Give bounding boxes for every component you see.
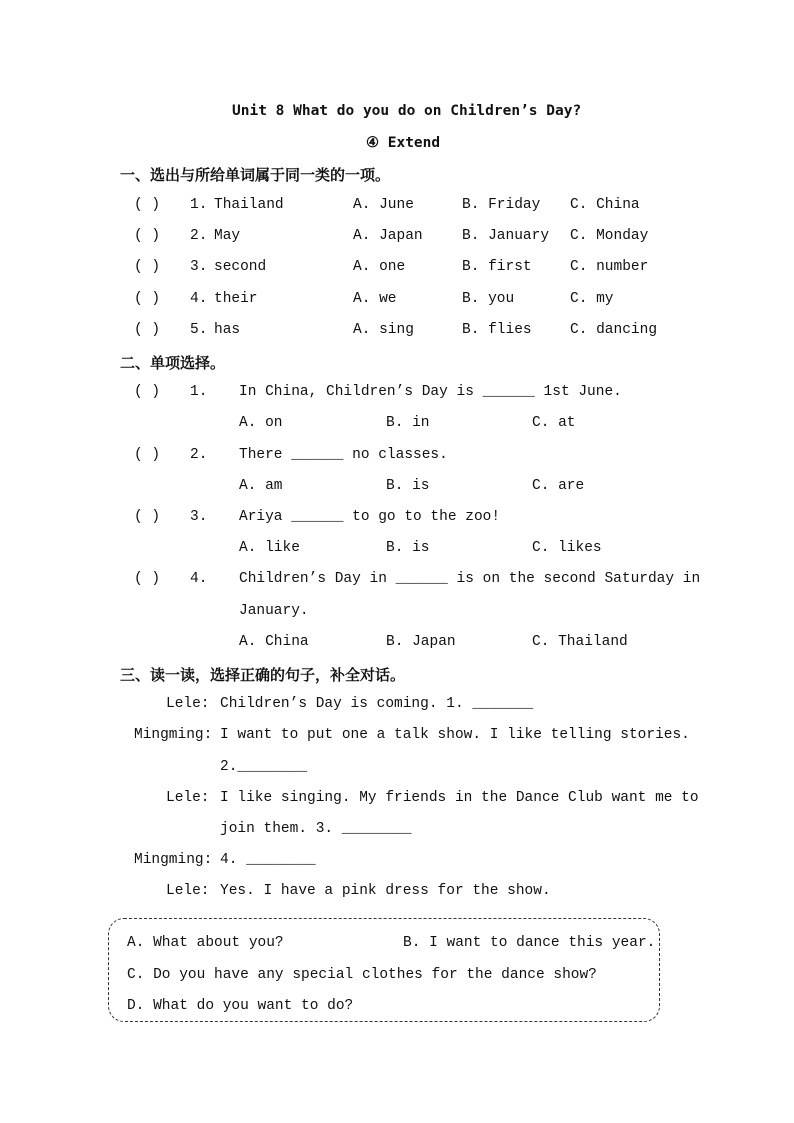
- option-a: A. like: [239, 540, 300, 556]
- option-d: D. What do you want to do?: [127, 998, 354, 1014]
- dialogue-text: I like singing. My friends in the Dance Club want me to: [220, 790, 699, 806]
- option-b: B. Japan: [386, 634, 456, 650]
- page-title: Unit 8 What do you do on Children’s Day?: [232, 103, 582, 119]
- given-word: Thailand: [214, 197, 284, 213]
- dialogue-text: 4. ________: [220, 852, 316, 868]
- question-text: In China, Children’s Day is ______ 1st June.: [239, 384, 622, 400]
- speaker: Lele:: [166, 696, 210, 712]
- option-b: B. you: [462, 291, 515, 307]
- option-b: B. flies: [462, 322, 532, 338]
- section-3-heading: 三、读一读，选择正确的句子，补全对话。: [120, 666, 406, 684]
- option-c: C. number: [570, 259, 649, 275]
- answer-blank[interactable]: ( ): [134, 509, 161, 525]
- option-b: B. in: [386, 415, 430, 431]
- option-a: A. China: [239, 634, 309, 650]
- answer-blank[interactable]: ( ): [134, 571, 161, 587]
- answer-blank[interactable]: ( ): [134, 322, 161, 338]
- option-b: B. is: [386, 478, 430, 494]
- question-number: 5.: [190, 322, 208, 338]
- option-a: A. June: [353, 197, 414, 213]
- option-b: B. I want to dance this year.: [403, 935, 656, 951]
- answer-blank[interactable]: ( ): [134, 259, 161, 275]
- question-text-continued: January.: [239, 603, 309, 619]
- question-number: 2.: [190, 228, 208, 244]
- option-b: B. is: [386, 540, 430, 556]
- option-c: C. China: [570, 197, 640, 213]
- speaker: Mingming:: [134, 727, 213, 743]
- given-word: their: [214, 291, 258, 307]
- question-number: 1.: [190, 384, 208, 400]
- question-number: 4.: [190, 291, 208, 307]
- page-subtitle: ④ Extend: [366, 135, 441, 151]
- speaker: Lele:: [166, 790, 210, 806]
- question-number: 4.: [190, 571, 208, 587]
- dialogue-text: Yes. I have a pink dress for the show.: [220, 883, 551, 899]
- option-c: C. at: [532, 415, 576, 431]
- option-a: A. am: [239, 478, 283, 494]
- speaker: Lele:: [166, 883, 210, 899]
- question-number: 2.: [190, 447, 208, 463]
- option-a: A. one: [353, 259, 406, 275]
- option-c: C. Thailand: [532, 634, 628, 650]
- answer-blank[interactable]: ( ): [134, 447, 161, 463]
- option-a: A. What about you?: [127, 935, 284, 951]
- speaker: Mingming:: [134, 852, 213, 868]
- question-number: 3.: [190, 509, 208, 525]
- question-text: There ______ no classes.: [239, 447, 448, 463]
- question-number: 3.: [190, 259, 208, 275]
- given-word: has: [214, 322, 241, 338]
- question-text: Children’s Day in ______ is on the second Saturday in: [239, 571, 701, 587]
- option-c: C. likes: [532, 540, 602, 556]
- dialogue-text: join them. 3. ________: [220, 821, 412, 837]
- question-number: 1.: [190, 197, 208, 213]
- question-text: Ariya ______ to go to the zoo!: [239, 509, 501, 525]
- section-2-heading: 二、单项选择。: [120, 354, 226, 372]
- given-word: May: [214, 228, 241, 244]
- option-b: B. first: [462, 259, 532, 275]
- option-c: C. are: [532, 478, 585, 494]
- answer-blank[interactable]: ( ): [134, 197, 161, 213]
- option-c: C. Monday: [570, 228, 649, 244]
- option-c: C. my: [570, 291, 614, 307]
- option-c: C. dancing: [570, 322, 658, 338]
- option-a: A. Japan: [353, 228, 423, 244]
- option-c: C. Do you have any special clothes for the dance show?: [127, 967, 597, 983]
- dialogue-text: Children’s Day is coming. 1. _______: [220, 696, 534, 712]
- section-1-heading: 一、选出与所给单词属于同一类的一项。: [120, 166, 391, 184]
- dialogue-text: 2.________: [220, 759, 308, 775]
- dialogue-text: I want to put one a talk show. I like telling stories.: [220, 727, 690, 743]
- answer-blank[interactable]: ( ): [134, 228, 161, 244]
- option-a: A. on: [239, 415, 283, 431]
- given-word: second: [214, 259, 267, 275]
- answer-blank[interactable]: ( ): [134, 291, 161, 307]
- option-a: A. sing: [353, 322, 414, 338]
- answer-blank[interactable]: ( ): [134, 384, 161, 400]
- option-a: A. we: [353, 291, 397, 307]
- option-b: B. Friday: [462, 197, 541, 213]
- option-b: B. January: [462, 228, 550, 244]
